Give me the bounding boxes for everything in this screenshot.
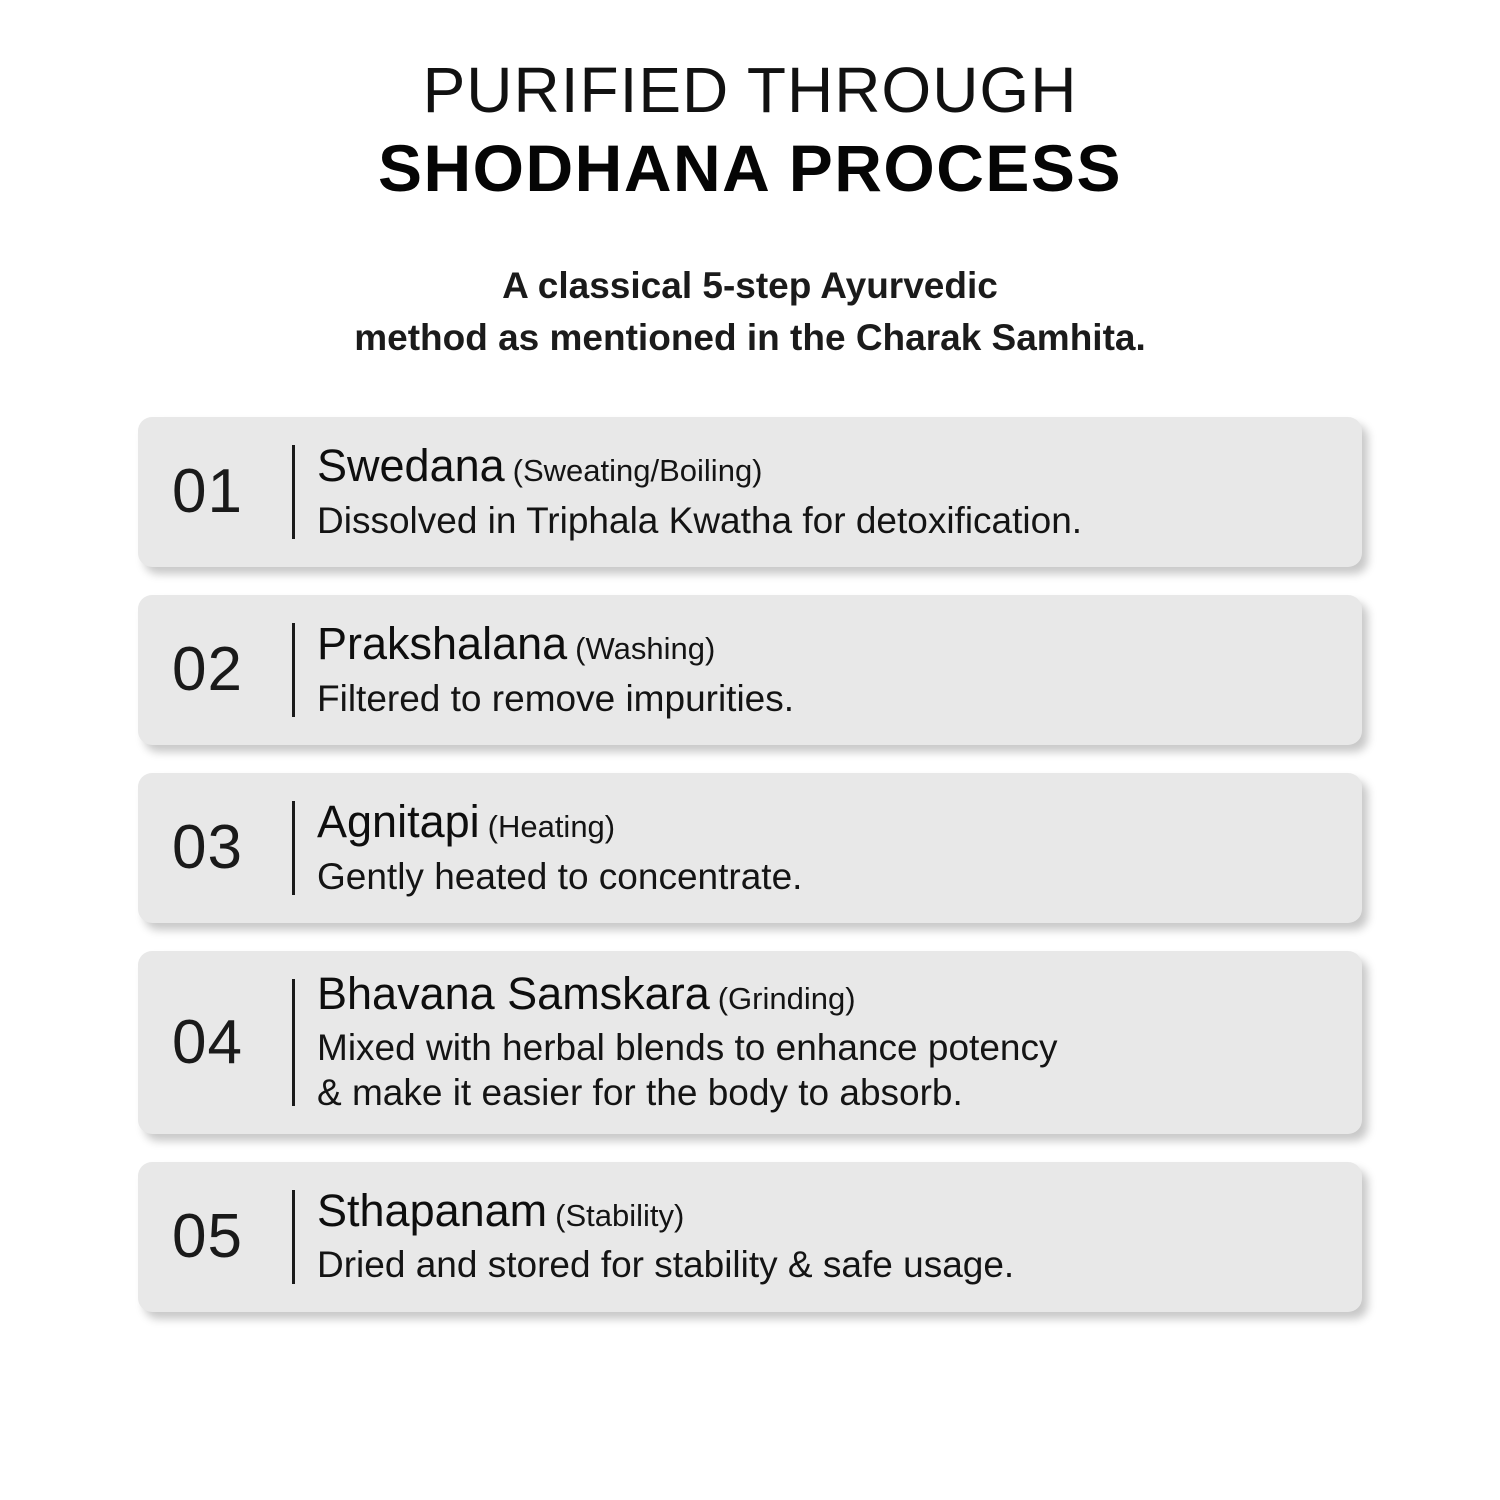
step-number: 03: [172, 813, 243, 883]
step-card-02: [138, 595, 1362, 745]
step-description: [317, 676, 1338, 721]
step-description-line-1: Dissolved in Triphala Kwatha for detoxification.: [317, 499, 1083, 541]
step-description-line-1: Gently heated to concentrate.: [317, 855, 803, 897]
step-divider: [292, 445, 295, 539]
step-body: [317, 441, 1338, 543]
steps-list: [0, 417, 1500, 1312]
step-title-row: [317, 969, 1338, 1019]
step-card-03: [138, 773, 1362, 923]
step-description-line-1: Filtered to remove impurities.: [317, 677, 795, 719]
step-description-line-1: Mixed with herbal blends to enhance potency: [317, 1027, 1058, 1069]
step-number: 02: [172, 635, 243, 705]
step-divider: [292, 801, 295, 895]
step-number: 04: [172, 1007, 243, 1077]
subtitle-line-2: method as mentioned in the Charak Samhita.: [354, 317, 1146, 359]
step-translation: (Heating): [487, 809, 616, 845]
step-divider: [292, 979, 295, 1106]
page-title-line1: PURIFIED THROUGH: [422, 54, 1078, 126]
step-name: Agnitapi: [317, 796, 480, 848]
step-description: [317, 1242, 1338, 1287]
step-number: 05: [172, 1202, 243, 1272]
step-title-row: [317, 619, 1338, 669]
step-name: Swedana: [317, 440, 505, 492]
step-description: [317, 498, 1338, 543]
step-description: [317, 1025, 1338, 1115]
step-divider: [292, 623, 295, 717]
step-description: [317, 854, 1338, 899]
page-subtitle: [0, 260, 1500, 365]
step-body: [317, 797, 1338, 899]
step-card-05: [138, 1162, 1362, 1312]
step-card-04: [138, 951, 1362, 1134]
step-divider: [292, 1190, 295, 1284]
step-description-line-2: & make it easier for the body to absorb.: [317, 1072, 963, 1114]
step-translation: (Grinding): [717, 980, 856, 1016]
step-translation: (Sweating/Boiling): [512, 453, 763, 489]
step-name: Prakshalana: [317, 618, 568, 670]
page-title-line2: SHODHANA PROCESS: [378, 131, 1122, 205]
header: [0, 0, 1500, 365]
step-title-row: [317, 1186, 1338, 1236]
step-description-line-1: Dried and stored for stability & safe usage.: [317, 1244, 1015, 1286]
step-name: Bhavana Samskara: [317, 967, 710, 1019]
step-card-01: [138, 417, 1362, 567]
subtitle-line-1: A classical 5-step Ayurvedic: [502, 264, 998, 306]
step-body: [317, 969, 1338, 1116]
step-title-row: [317, 797, 1338, 847]
step-number: 01: [172, 457, 243, 527]
step-title-row: [317, 441, 1338, 491]
step-translation: (Washing): [575, 631, 716, 667]
step-body: [317, 1186, 1338, 1288]
step-name: Sthapanam: [317, 1184, 548, 1236]
step-translation: (Stability): [555, 1197, 685, 1233]
step-body: [317, 619, 1338, 721]
